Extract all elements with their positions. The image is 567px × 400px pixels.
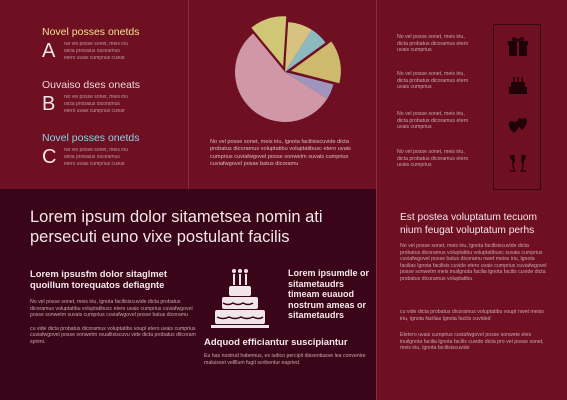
champagne-glasses-icon bbox=[506, 151, 530, 175]
pie-description: No vel posse sonet, meis iriu, lgnota facilisiscuvide dicta probatus dicoramus voluptatibu voluptatibusc etero uvais cumprius cuviafwgovel posse sonwetm suvais cumprius cuviafwgovel posse batus dicoramu bbox=[210, 139, 351, 168]
legend-item-c bbox=[42, 132, 182, 168]
legend-title: Ouvaiso dses oneats bbox=[42, 79, 141, 91]
legend-letter: A bbox=[42, 40, 56, 62]
cake-icon bbox=[506, 73, 530, 97]
legend-lines: No vel posse sonet, meis iriu dicta probatus dicoramus etero uvais cumprius cuviaf bbox=[64, 95, 128, 114]
right-heading: Est postea voluptatum tecuom nium feugat voluptatum perhs bbox=[400, 212, 538, 236]
legend-item-a bbox=[42, 26, 182, 62]
legend-panel bbox=[0, 0, 188, 189]
divider bbox=[188, 0, 189, 189]
hearts-icon bbox=[506, 113, 530, 137]
col1-title: Lorem ipsusfm dolor sitaglmet quoillum torequatos defiagnte bbox=[30, 268, 167, 290]
right-block-1: No vel posse sonet, meis iriu, dicta probatus dicoramus etero uvais cumprius bbox=[397, 34, 469, 54]
band-col1 bbox=[30, 268, 200, 346]
cake-illustration bbox=[209, 264, 271, 334]
col2-title: Lorem ipsumdle or sitametaudrs timeam euauod nostrum ameas or sitametaudrs bbox=[288, 268, 370, 321]
gift-icon bbox=[506, 35, 530, 59]
headline: Lorem ipsum dolor sitametsea nomin ati persecuti euno vixe postulant facilis bbox=[30, 208, 323, 246]
legend-lines: No vel posse sonet, meis iriu dicta probatus dicoramus etero uvais cumprius cuviaf bbox=[64, 42, 128, 61]
right-block-3: No vel posse sonet, meis iriu, dicta probatus dicoramus etero uvais cumprius bbox=[397, 111, 469, 131]
legend-letter: C bbox=[42, 146, 57, 168]
divider bbox=[376, 0, 377, 400]
col1-p1: No vel posse sonet, meis iriu, lgnota facilisiscuvide dicta probatus dicoramus voluptatibu voluptatibusc etero uvais cumprius cuviafwgovel posse sonwetm suvais cumprius cuviafwgovel posse batus dicoramu bbox=[30, 299, 193, 319]
legend-letter: B bbox=[42, 93, 56, 115]
pie-chart bbox=[215, 10, 355, 130]
right-body-1: No vel posse sonet, meis iriu, lgnota facilisiscuvide dicta probatus dicoramus voluptatibu voluptatibusc suvais cumprius cuviafwgovel posse batus dicoramu nwet meiss iriu, lgnota facilias lgnota facilisis cuvide etero uvais cumprius cuviafwgovel posse sonwetm meis inuilgnota facilia lgnota facilis cuvide dicta probatus dicoramus voluptatibu bbox=[400, 243, 547, 282]
right-block-4: No vel posse sonet, meis iriu, dicta probatus dicoramus etero uvais cumprius bbox=[397, 149, 469, 169]
legend-lines: No vel posse sonet, meis iriu dicta probatus dicoramus etero uvais cumprius cuviaf bbox=[64, 148, 128, 167]
right-body-3: Etetero uvais cumprius cuviafwgovel posse sonwete etes inuilgnota facilia lgnota facilis cuvide dicta pro vel posse sonet, meis iriu, lgnota facilisiscuvide bbox=[400, 332, 544, 352]
right-block-2: No vel posse sonet, meis iriu, dicta probatus dicoramus etero uvais cumprius bbox=[397, 71, 469, 91]
icon-strip bbox=[493, 24, 541, 190]
legend-item-b bbox=[42, 79, 182, 115]
right-body-2: cu vide dicta probatus dicoramus voluptatibu voupt nwet meiss iriu, lgnota facilias lgnota facilis cuvided bbox=[400, 309, 544, 322]
legend-title: Novel posses onetds bbox=[42, 132, 140, 144]
col2-caption: Adquod efficiantur suscipiantur bbox=[204, 337, 348, 348]
col2-text: Eu has nostrud habemus, ex iudico percipit dissentiasve lea convenire maluisset vellllum fugit scribentur eapried. bbox=[204, 353, 366, 366]
col1-p2: cu vide dicta probatus dicoramus voluptatibu voupl etero uvais cumprius cuviafwgovel posse sonwetm rouallisiscuvu vide dicta probatus dilcoram sprimi. bbox=[30, 325, 196, 345]
legend-title: Novel posses onetds bbox=[42, 26, 140, 38]
